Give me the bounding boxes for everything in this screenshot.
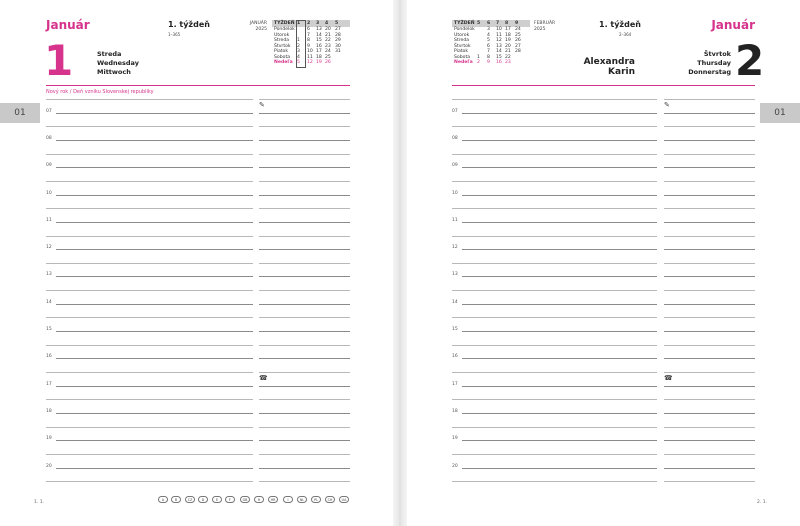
name-day-2: Karin <box>608 67 635 77</box>
date-cell: 17 <box>316 49 322 54</box>
notes-line <box>259 236 350 237</box>
day-name-en: Wednesday <box>97 59 139 67</box>
date-cell: 2 <box>297 43 300 49</box>
date-cell: 27 <box>515 43 521 49</box>
mini-calendar-year: 2025 <box>534 26 546 32</box>
month-title: Január <box>46 18 90 32</box>
date-cell: 27 <box>335 27 341 32</box>
notes-line <box>664 208 755 209</box>
mini-calendar-header <box>272 20 350 27</box>
hour-label: 12 <box>452 245 458 250</box>
date-cell: 8 <box>487 54 490 60</box>
writing-line <box>46 427 253 428</box>
phone-icon: ☎ <box>664 374 673 382</box>
writing-line <box>452 99 657 100</box>
mini-calendar-year: 2025 <box>255 26 267 32</box>
week-header: TÝŽDEŇ <box>274 21 295 26</box>
writing-line <box>46 154 253 155</box>
notes-line <box>664 454 755 455</box>
pencil-icon: ✎ <box>664 101 670 109</box>
day-name-sk: Streda <box>97 50 122 58</box>
date-cell: 8 <box>307 38 310 43</box>
date-cell: 2 <box>477 60 480 65</box>
week-number: 5 <box>477 21 481 26</box>
writing-line <box>462 167 657 168</box>
writing-line <box>56 140 253 141</box>
weekday-label: Piatok <box>454 49 469 54</box>
notes-line <box>664 304 755 305</box>
writing-line <box>462 440 657 441</box>
notes-line <box>259 208 350 209</box>
hour-label: 08 <box>452 136 458 141</box>
mini-calendar-row <box>272 60 350 66</box>
writing-line <box>56 331 253 332</box>
hour-label: 18 <box>46 409 52 414</box>
date-cell: 26 <box>515 38 521 43</box>
weekday-label: Utorok <box>454 32 470 38</box>
date-cell: 4 <box>487 32 490 38</box>
hour-label: 09 <box>452 163 458 168</box>
day-name-sk: Štvrtok <box>703 50 731 58</box>
weekday-label: Štvrtok <box>454 43 471 49</box>
writing-line <box>56 413 253 414</box>
hour-label: 12 <box>46 245 52 250</box>
date-cell: 13 <box>496 43 502 49</box>
writing-line <box>452 208 657 209</box>
date-cell: 16 <box>316 43 322 49</box>
day-count: 1–365 <box>168 32 181 37</box>
notes-line <box>259 358 350 359</box>
writing-line <box>56 113 253 114</box>
hour-label: 09 <box>46 163 52 168</box>
weekday-label: Sobota <box>454 54 471 60</box>
notes-line <box>664 358 755 359</box>
country-sign: HR <box>268 496 278 503</box>
weekday-label: Streda <box>454 38 470 43</box>
writing-line <box>46 317 253 318</box>
writing-line <box>46 263 253 264</box>
date-cell: 18 <box>316 54 322 60</box>
hour-label: 07 <box>452 109 458 114</box>
weekday-label: Pondelok <box>454 27 475 32</box>
date-cell: 21 <box>505 49 511 54</box>
notes-line <box>259 386 350 387</box>
hour-label: 13 <box>46 272 52 277</box>
date-cell: 23 <box>325 43 331 49</box>
day-name-en: Thursday <box>697 59 731 67</box>
date-cell: 25 <box>515 32 521 38</box>
date-cell: 23 <box>505 60 511 65</box>
writing-line <box>56 304 253 305</box>
day-names <box>671 50 731 77</box>
notes-line <box>259 167 350 168</box>
writing-line <box>452 181 657 182</box>
name-days <box>567 57 635 77</box>
notes-line <box>664 345 755 346</box>
weekday-label: Nedeľa <box>454 60 473 65</box>
writing-line <box>452 399 657 400</box>
weekday-label: Pondelok <box>274 27 295 32</box>
writing-line <box>462 140 657 141</box>
country-sign: E <box>212 496 222 503</box>
header-divider <box>452 85 755 86</box>
notes-line <box>259 154 350 155</box>
notes-line <box>259 413 350 414</box>
day-number: 1 <box>44 36 74 85</box>
hour-label: 14 <box>46 300 52 305</box>
notes-line <box>259 427 350 428</box>
week-header: TÝŽDEŇ <box>454 21 475 26</box>
page-footer-date: 2. 1. <box>757 500 768 505</box>
date-cell: 25 <box>325 54 331 60</box>
date-cell: 21 <box>325 32 331 38</box>
date-cell: 7 <box>307 32 310 38</box>
notes-line <box>259 181 350 182</box>
hour-label: 15 <box>46 327 52 332</box>
hour-label: 13 <box>452 272 458 277</box>
writing-line <box>46 481 253 482</box>
day-count: 2–364 <box>619 32 632 37</box>
writing-line <box>452 263 657 264</box>
date-cell: 15 <box>316 38 322 43</box>
hour-label: 07 <box>46 109 52 114</box>
country-sign: A <box>158 496 168 503</box>
date-cell: 11 <box>307 54 313 60</box>
date-cell: 3 <box>297 49 300 54</box>
notes-line <box>664 263 755 264</box>
hour-label: 16 <box>452 354 458 359</box>
country-sign: UA <box>339 496 349 503</box>
country-sign: CZ <box>185 496 195 503</box>
notes-line <box>664 276 755 277</box>
mini-calendar-row <box>452 60 530 66</box>
page-footer-date: 1. 1. <box>34 500 45 505</box>
mini-calendar-month: JANUÁR <box>249 21 267 26</box>
writing-line <box>56 440 253 441</box>
phone-icon: ☎ <box>259 374 268 382</box>
notes-line <box>259 468 350 469</box>
notes-line <box>259 276 350 277</box>
notes-line <box>664 236 755 237</box>
writing-line <box>46 99 253 100</box>
notes-line <box>664 195 755 196</box>
mini-calendar <box>452 20 530 66</box>
writing-line <box>452 236 657 237</box>
writing-line <box>46 399 253 400</box>
writing-line <box>46 236 253 237</box>
notes-line <box>259 331 350 332</box>
notes-line <box>664 113 755 114</box>
hour-label: 17 <box>46 382 52 387</box>
date-cell: 28 <box>515 49 521 54</box>
notes-line <box>259 317 350 318</box>
notes-line <box>664 222 755 223</box>
date-cell: 18 <box>505 32 511 38</box>
date-cell: 22 <box>325 38 331 43</box>
hour-label: 10 <box>452 191 458 196</box>
notes-line <box>259 440 350 441</box>
date-cell: 6 <box>487 43 490 49</box>
notes-line <box>664 331 755 332</box>
weekday-label: Piatok <box>274 49 289 54</box>
writing-line <box>46 372 253 373</box>
hour-label: 10 <box>46 191 52 196</box>
writing-line <box>462 222 657 223</box>
week-number: 5 <box>335 21 339 26</box>
weekday-label: Sobota <box>274 54 291 60</box>
notes-line <box>664 126 755 127</box>
notes-line <box>664 181 755 182</box>
writing-line <box>452 154 657 155</box>
hour-label: 19 <box>452 436 458 441</box>
date-cell: 24 <box>325 49 331 54</box>
date-cell: 22 <box>505 54 511 60</box>
notes-line <box>664 249 755 250</box>
date-cell: 6 <box>307 27 310 32</box>
notes-line <box>664 140 755 141</box>
hour-label: 11 <box>46 218 52 223</box>
writing-line <box>462 195 657 196</box>
mini-calendar-caption <box>534 21 555 32</box>
date-cell: 14 <box>316 32 322 38</box>
week-number: 2 <box>307 21 311 26</box>
writing-line <box>462 468 657 469</box>
date-cell: 9 <box>307 43 310 49</box>
date-cell: 28 <box>335 32 341 38</box>
hour-label: 15 <box>452 327 458 332</box>
date-cell: 7 <box>487 49 490 54</box>
date-cell: 3 <box>487 27 490 32</box>
notes-line <box>664 399 755 400</box>
writing-line <box>452 317 657 318</box>
hour-label: 11 <box>452 218 458 223</box>
book-gutter <box>393 0 407 526</box>
week-number: 7 <box>496 21 500 26</box>
writing-line <box>462 304 657 305</box>
notes-line <box>664 386 755 387</box>
right-page <box>407 0 800 526</box>
writing-line <box>452 427 657 428</box>
notes-line <box>664 372 755 373</box>
week-number: 1 <box>297 21 301 26</box>
hour-label: 20 <box>452 464 458 469</box>
date-cell: 13 <box>316 27 322 32</box>
month-tab[interactable]: 01 <box>760 103 800 123</box>
day-name-de: Mittwoch <box>97 68 131 76</box>
day-name-de: Donnerstag <box>688 68 731 76</box>
country-sign: PL <box>311 496 321 503</box>
weekday-label: Streda <box>274 38 290 43</box>
date-cell: 12 <box>496 38 502 43</box>
notes-line <box>259 399 350 400</box>
header-divider <box>46 85 350 86</box>
notes-line <box>259 99 350 100</box>
notes-line <box>259 113 350 114</box>
country-sign: D <box>198 496 208 503</box>
writing-line <box>462 386 657 387</box>
date-cell: 1 <box>477 54 480 60</box>
writing-line <box>56 386 253 387</box>
holiday-text: Nový rok / Deň vzniku Slovenskej republiky <box>46 89 154 95</box>
writing-line <box>56 195 253 196</box>
name-day-1: Alexandra <box>583 57 635 67</box>
date-cell: 17 <box>505 27 511 32</box>
writing-line <box>452 454 657 455</box>
current-week-highlight <box>296 20 306 68</box>
mini-calendar <box>272 20 350 66</box>
notes-line <box>664 468 755 469</box>
mini-calendar-header <box>452 20 530 27</box>
writing-line <box>462 249 657 250</box>
country-sign: NL <box>297 496 307 503</box>
notes-line <box>664 99 755 100</box>
date-cell: 26 <box>325 60 331 65</box>
country-sign: F <box>225 496 235 503</box>
notes-line <box>664 413 755 414</box>
writing-line <box>46 181 253 182</box>
writing-line <box>46 290 253 291</box>
date-cell: 19 <box>316 60 322 65</box>
date-cell: 5 <box>297 60 300 65</box>
date-cell: 19 <box>505 38 511 43</box>
day-names <box>97 50 139 77</box>
week-number: 4 <box>325 21 329 26</box>
mini-calendar-month: FEBRUÁR <box>534 21 556 26</box>
writing-line <box>56 276 253 277</box>
notes-line <box>664 427 755 428</box>
month-title: Január <box>711 18 755 32</box>
notes-line <box>259 126 350 127</box>
weekday-label: Nedeľa <box>274 60 293 65</box>
writing-line <box>46 454 253 455</box>
writing-line <box>462 413 657 414</box>
date-cell: 4 <box>297 54 300 60</box>
notes-line <box>259 481 350 482</box>
writing-line <box>56 249 253 250</box>
date-cell: 11 <box>496 32 502 38</box>
date-cell: 16 <box>496 60 502 65</box>
date-cell: 9 <box>487 60 490 65</box>
date-cell: 5 <box>487 38 490 43</box>
hour-label: 20 <box>46 464 52 469</box>
hour-label: 19 <box>46 436 52 441</box>
date-cell: 14 <box>496 49 502 54</box>
notes-line <box>664 154 755 155</box>
week-number: 3 <box>316 21 320 26</box>
notes-line <box>664 481 755 482</box>
week-number: 9 <box>515 21 519 26</box>
notes-line <box>259 195 350 196</box>
week-label: 1. týždeň <box>168 20 210 29</box>
notes-line <box>259 454 350 455</box>
writing-line <box>452 372 657 373</box>
writing-line <box>452 345 657 346</box>
notes-line <box>664 317 755 318</box>
date-cell: 30 <box>335 43 341 49</box>
date-cell: 15 <box>496 54 502 60</box>
hour-label: 16 <box>46 354 52 359</box>
writing-line <box>56 358 253 359</box>
notes-line <box>664 167 755 168</box>
notes-line <box>259 345 350 346</box>
notes-line <box>259 290 350 291</box>
date-cell: 20 <box>505 43 511 49</box>
writing-line <box>452 481 657 482</box>
country-sign: GB <box>240 496 250 503</box>
mini-calendar-caption <box>245 21 267 32</box>
writing-line <box>452 126 657 127</box>
date-cell: 10 <box>496 27 502 32</box>
weekday-label: Utorok <box>274 32 290 38</box>
writing-line <box>452 290 657 291</box>
notes-line <box>259 140 350 141</box>
week-label: 1. týždeň <box>599 20 641 29</box>
writing-line <box>462 331 657 332</box>
week-number: 8 <box>505 21 509 26</box>
hour-label: 18 <box>452 409 458 414</box>
left-page <box>0 0 393 526</box>
date-cell: 10 <box>307 49 313 54</box>
hour-label: 14 <box>452 300 458 305</box>
writing-line <box>462 113 657 114</box>
notes-line <box>259 249 350 250</box>
date-cell: 29 <box>335 38 341 43</box>
country-sign: I <box>283 496 293 503</box>
country-sign: B <box>171 496 181 503</box>
date-cell: 24 <box>515 27 521 32</box>
writing-line <box>56 468 253 469</box>
writing-line <box>46 345 253 346</box>
hour-label: 08 <box>46 136 52 141</box>
notes-line <box>664 440 755 441</box>
notes-line <box>664 290 755 291</box>
writing-line <box>56 222 253 223</box>
weekday-label: Štvrtok <box>274 43 291 49</box>
date-cell: 20 <box>325 27 331 32</box>
date-cell: 31 <box>335 49 341 54</box>
pencil-icon: ✎ <box>259 101 265 109</box>
date-cell: 12 <box>307 60 313 65</box>
notes-line <box>259 263 350 264</box>
date-cell: 1 <box>297 38 300 43</box>
notes-line <box>259 372 350 373</box>
month-tab[interactable]: 01 <box>0 103 40 123</box>
week-number: 6 <box>487 21 491 26</box>
writing-line <box>462 276 657 277</box>
hour-label: 17 <box>452 382 458 387</box>
country-sign: H <box>254 496 264 503</box>
notes-line <box>259 222 350 223</box>
writing-line <box>46 208 253 209</box>
writing-line <box>56 167 253 168</box>
writing-line <box>46 126 253 127</box>
country-sign: CH <box>325 496 335 503</box>
writing-line <box>462 358 657 359</box>
notes-line <box>259 304 350 305</box>
day-number: 2 <box>735 36 765 85</box>
